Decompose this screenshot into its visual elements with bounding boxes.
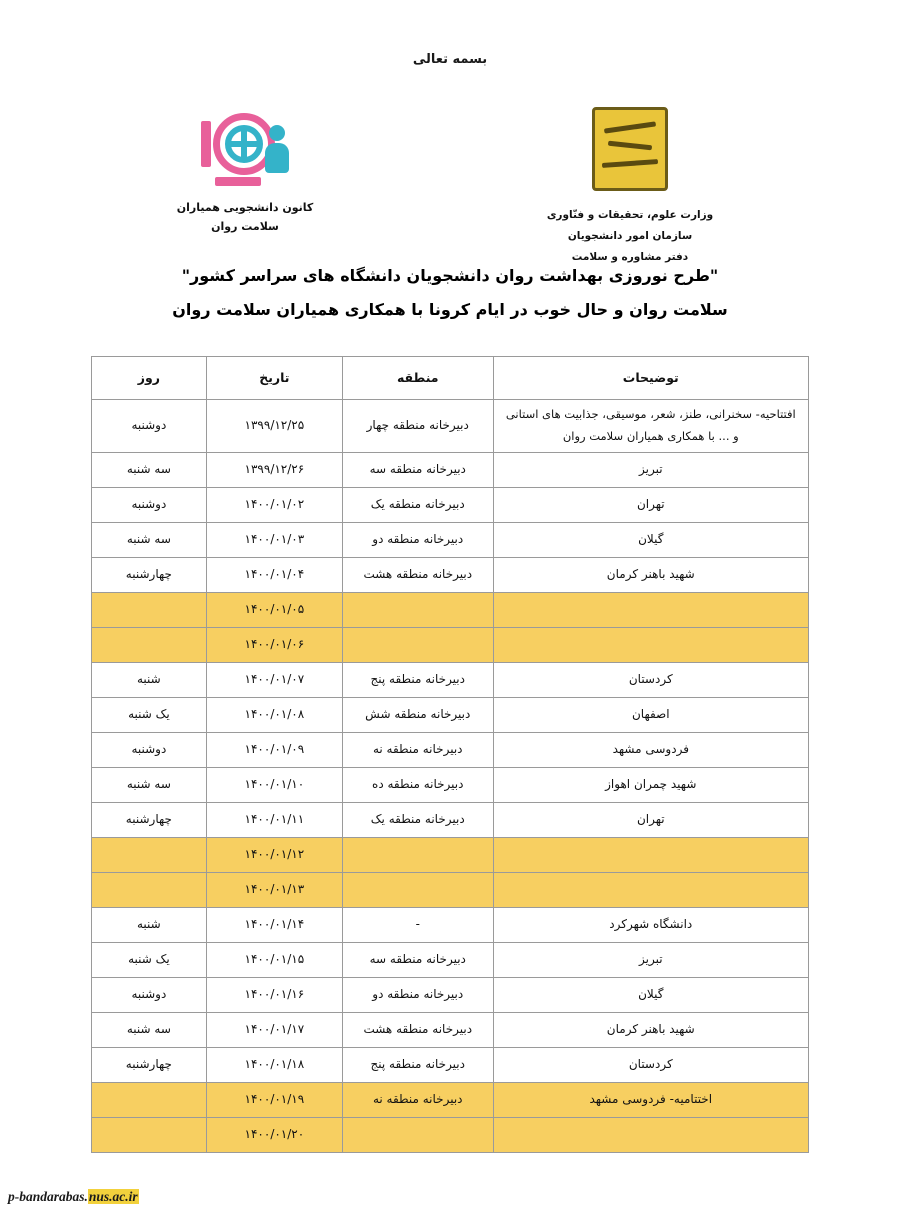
bismillah-text: بسمه تعالی [412,52,488,67]
table-row [92,767,809,802]
cell-day: چهارشنبه [92,802,207,837]
cell-date: ۱۴۰۰/۰۱/۱۵ [206,942,342,977]
table-row [92,452,809,487]
cell-date: ۱۴۰۰/۰۱/۱۳ [206,872,342,907]
cell-day: دوشنبه [92,400,207,453]
cell-date: ۱۳۹۹/۱۲/۲۶ [206,452,342,487]
cell-date: ۱۴۰۰/۰۱/۰۴ [206,557,342,592]
cell-description [493,592,808,627]
cell-description [493,837,808,872]
cell-zone: دبیرخانه منطقه یک [342,487,493,522]
cell-description: شهید باهنر کرمان [493,557,808,592]
table-row [92,802,809,837]
page-subtitle: سلامت روان و حال خوب در ایام کرونا با همکاری همیاران سلامت روان [172,299,728,319]
cell-zone: دبیرخانه منطقه نه [342,732,493,767]
cell-date: ۱۴۰۰/۰۱/۰۷ [206,662,342,697]
kanoon-logo-block [130,107,360,236]
cell-description: تبریز [493,942,808,977]
cell-zone: دبیرخانه منطقه هشت [342,557,493,592]
cell-day: سه شنبه [92,522,207,557]
table-header-row [92,357,809,400]
table-row [92,522,809,557]
table-row [92,697,809,732]
cell-zone: دبیرخانه منطقه نه [342,1082,493,1117]
cell-date: ۱۴۰۰/۰۱/۱۱ [206,802,342,837]
table-row [92,557,809,592]
cell-day: چهارشنبه [92,557,207,592]
cell-zone: دبیرخانه منطقه سه [342,942,493,977]
logo-row [0,85,900,263]
cell-description: تهران [493,802,808,837]
cell-description [493,1117,808,1152]
schedule-table-wrapper [91,356,809,1153]
cell-zone: دبیرخانه منطقه یک [342,802,493,837]
cell-day: سه شنبه [92,1012,207,1047]
cell-zone: دبیرخانه منطقه هشت [342,1012,493,1047]
cell-date: ۱۴۰۰/۰۱/۰۵ [206,592,342,627]
cell-zone: دبیرخانه منطقه ده [342,767,493,802]
table-row [92,662,809,697]
table-row [92,837,809,872]
cell-day [92,837,207,872]
cell-date: ۱۴۰۰/۰۱/۰۸ [206,697,342,732]
cell-zone: دبیرخانه منطقه شش [342,697,493,732]
kanoon-caption-line-2: سلامت روان [211,219,279,233]
schedule-table-body [92,400,809,1153]
cell-date: ۱۴۰۰/۰۱/۰۳ [206,522,342,557]
cell-zone: دبیرخانه منطقه سه [342,452,493,487]
cell-description: شهید چمران اهواز [493,767,808,802]
table-row [92,872,809,907]
document-title-block [0,259,900,326]
cell-description: شهید باهنر کرمان [493,1012,808,1047]
cell-date: ۱۴۰۰/۰۱/۱۹ [206,1082,342,1117]
table-row [92,1117,809,1152]
table-row [92,627,809,662]
cell-day: دوشنبه [92,487,207,522]
ministry-logo-block [490,103,770,268]
document-page [0,52,900,1217]
cell-description: افتتاحیه- سخنرانی، طنز، شعر، موسیقی، جذابیت های استانی و ... با همکاری همیاران سلامت روان [493,400,808,453]
cell-day: یک شنبه [92,697,207,732]
cell-description: تهران [493,487,808,522]
cell-description: اصفهان [493,697,808,732]
footer-website-url [8,1189,139,1205]
footer-url-domain: nus.ac.ir [88,1189,138,1204]
cell-date: ۱۴۰۰/۰۱/۱۶ [206,977,342,1012]
table-row [92,732,809,767]
table-row [92,592,809,627]
cell-date: ۱۴۰۰/۰۱/۰۹ [206,732,342,767]
column-header-day: روز [92,357,207,400]
ministry-caption-line-2: سازمان امور دانشجویان [567,230,693,242]
cell-description: دانشگاه شهرکرد [493,907,808,942]
cell-zone: دبیرخانه منطقه دو [342,522,493,557]
cell-day: چهارشنبه [92,1047,207,1082]
table-row [92,942,809,977]
table-row [92,487,809,522]
cell-description: کردستان [493,1047,808,1082]
cell-description: گیلان [493,977,808,1012]
cell-date: ۱۳۹۹/۱۲/۲۵ [206,400,342,453]
cell-zone [342,1117,493,1152]
column-header-date: تاریخ [206,357,342,400]
table-row [92,1012,809,1047]
cell-description: گیلان [493,522,808,557]
table-row [92,400,809,453]
ministry-caption-line-3: دفتر مشاوره و سلامت [571,251,689,263]
kanoon-student-helpers-logo-icon [197,107,293,193]
cell-zone: دبیرخانه منطقه چهار [342,400,493,453]
cell-zone [342,837,493,872]
cell-day: دوشنبه [92,732,207,767]
cell-day [92,592,207,627]
page-title: "طرح نوروزی بهداشت روان دانشجویان دانشگاه های سراسر کشور" [181,266,719,285]
schedule-table [91,356,809,1153]
cell-day [92,1117,207,1152]
cell-zone [342,627,493,662]
cell-day: شنبه [92,662,207,697]
cell-date: ۱۴۰۰/۰۱/۲۰ [206,1117,342,1152]
cell-zone [342,592,493,627]
ministry-of-science-emblem-icon [584,103,676,195]
cell-date: ۱۴۰۰/۰۱/۰۶ [206,627,342,662]
cell-zone: دبیرخانه منطقه پنج [342,1047,493,1082]
footer-url-prefix: p-bandarabas. [8,1189,88,1204]
cell-description: فردوسی مشهد [493,732,808,767]
table-row [92,1082,809,1117]
cell-zone: دبیرخانه منطقه پنج [342,662,493,697]
table-row [92,907,809,942]
cell-zone [342,872,493,907]
table-row [92,977,809,1012]
cell-day: یک شنبه [92,942,207,977]
cell-date: ۱۴۰۰/۰۱/۱۷ [206,1012,342,1047]
cell-date: ۱۴۰۰/۰۱/۱۲ [206,837,342,872]
kanoon-caption-line-1: کانون دانشجویی همیاران [176,201,314,214]
cell-description: اختتامیه- فردوسی مشهد [493,1082,808,1117]
cell-zone: دبیرخانه منطقه دو [342,977,493,1012]
cell-date: ۱۴۰۰/۰۱/۰۲ [206,487,342,522]
cell-day [92,627,207,662]
cell-description [493,872,808,907]
column-header-description: توضیحات [493,357,808,400]
cell-date: ۱۴۰۰/۰۱/۱۴ [206,907,342,942]
cell-description: کردستان [493,662,808,697]
cell-day: سه شنبه [92,767,207,802]
cell-description: تبریز [493,452,808,487]
column-header-zone: منطقه [342,357,493,400]
cell-day: دوشنبه [92,977,207,1012]
cell-day [92,872,207,907]
cell-day: سه شنبه [92,452,207,487]
cell-description [493,627,808,662]
cell-date: ۱۴۰۰/۰۱/۱۰ [206,767,342,802]
cell-date: ۱۴۰۰/۰۱/۱۸ [206,1047,342,1082]
ministry-caption-line-1: وزارت علوم، تحقیقات و فنّاوری [546,209,714,221]
cell-zone: - [342,907,493,942]
cell-day [92,1082,207,1117]
table-row [92,1047,809,1082]
cell-day: شنبه [92,907,207,942]
